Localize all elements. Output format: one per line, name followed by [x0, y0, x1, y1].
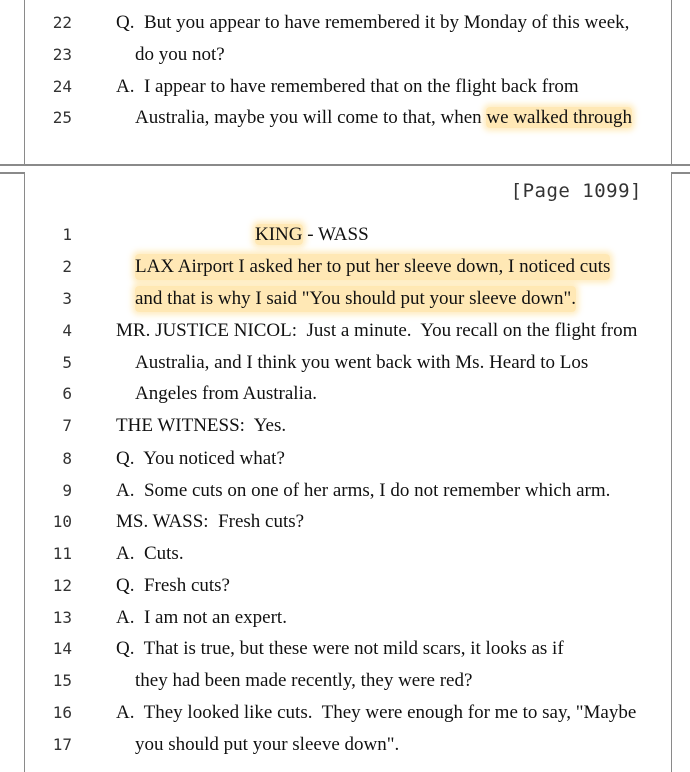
transcript-line: [0, 636, 690, 666]
line-text: Q. Fresh cuts?: [116, 575, 230, 596]
transcript-line: [0, 42, 690, 72]
highlighted-text: we walked through: [486, 107, 633, 128]
page-marker: [Page 1099]: [510, 180, 642, 202]
line-text: Q. But you appear to have remembered it by Monday of this week,: [116, 12, 630, 33]
line-text: Q. That is true, but these were not mild scars, it looks as if: [116, 638, 564, 659]
page-header: [255, 222, 369, 248]
line-text: A. Some cuts on one of her arms, I do not remember which arm.: [116, 480, 611, 501]
line-number: 14: [52, 639, 72, 658]
line-number: 25: [52, 108, 72, 127]
transcript-line: [0, 605, 690, 635]
transcript-line: [0, 105, 690, 135]
transcript-line: [0, 222, 690, 252]
transcript-line: [0, 74, 690, 104]
transcript-line: [0, 254, 690, 284]
line-number: 16: [52, 703, 72, 722]
line-number: 1: [62, 225, 72, 244]
line-number: 8: [62, 449, 72, 468]
line-number: 9: [62, 481, 72, 500]
transcript-line: [0, 668, 690, 698]
line-number: 10: [52, 512, 72, 531]
line-text: Australia, and I think you went back with Ms. Heard to Los: [135, 352, 589, 373]
page-divider-top: [0, 164, 690, 166]
line-text: A. I am not an expert.: [116, 607, 287, 628]
transcript-line: [0, 318, 690, 348]
line-text-plain: Australia, maybe you will come to that, when: [135, 107, 487, 128]
line-number: 5: [62, 353, 72, 372]
line-text: MS. WASS: Fresh cuts?: [116, 511, 305, 532]
transcript-line: [0, 732, 690, 762]
transcript-line: [0, 478, 690, 508]
highlighted-line-text: and that is why I said "You should put your sleeve down".: [135, 286, 576, 312]
line-number: 23: [52, 45, 72, 64]
highlighted-text: KING: [255, 224, 303, 245]
line-number: 15: [52, 671, 72, 690]
highlighted-line-text: LAX Airport I asked her to put her sleeve down, I noticed cuts: [135, 254, 610, 280]
transcript-line: [0, 286, 690, 316]
header-text-plain: - WASS: [302, 224, 369, 245]
transcript-line: [0, 10, 690, 40]
line-number: 7: [62, 416, 72, 435]
line-text: Angeles from Australia.: [135, 383, 318, 404]
line-number: 13: [52, 608, 72, 627]
transcript-line: [0, 446, 690, 476]
transcript-line: [0, 509, 690, 539]
transcript-line: [0, 350, 690, 380]
line-text: MR. JUSTICE NICOL: Just a minute. You recall on the flight from: [116, 320, 638, 341]
line-text: they had been made recently, they were red?: [135, 670, 473, 691]
line-text: A. I appear to have remembered that on the flight back from: [116, 76, 579, 97]
line-text: THE WITNESS: Yes.: [116, 415, 287, 436]
line-number: 3: [62, 289, 72, 308]
transcript-line: [0, 541, 690, 571]
line-number: 2: [62, 257, 72, 276]
line-number: 11: [52, 544, 72, 563]
transcript-line: [0, 413, 690, 443]
line-number: 22: [52, 13, 72, 32]
line-text: [135, 105, 632, 131]
line-number: 6: [62, 384, 72, 403]
line-number: 17: [52, 735, 72, 754]
line-text: do you not?: [135, 44, 225, 65]
line-text: A. They looked like cuts. They were enough for me to say, "Maybe: [116, 702, 637, 723]
transcript-line: [0, 381, 690, 411]
line-text: you should put your sleeve down".: [135, 734, 400, 755]
transcript-line: [0, 700, 690, 730]
line-text: A. Cuts.: [116, 543, 184, 564]
line-text: Q. You noticed what?: [116, 448, 285, 469]
line-number: 12: [52, 576, 72, 595]
transcript-line: [0, 573, 690, 603]
line-number: 4: [62, 321, 72, 340]
line-number: 24: [52, 77, 72, 96]
